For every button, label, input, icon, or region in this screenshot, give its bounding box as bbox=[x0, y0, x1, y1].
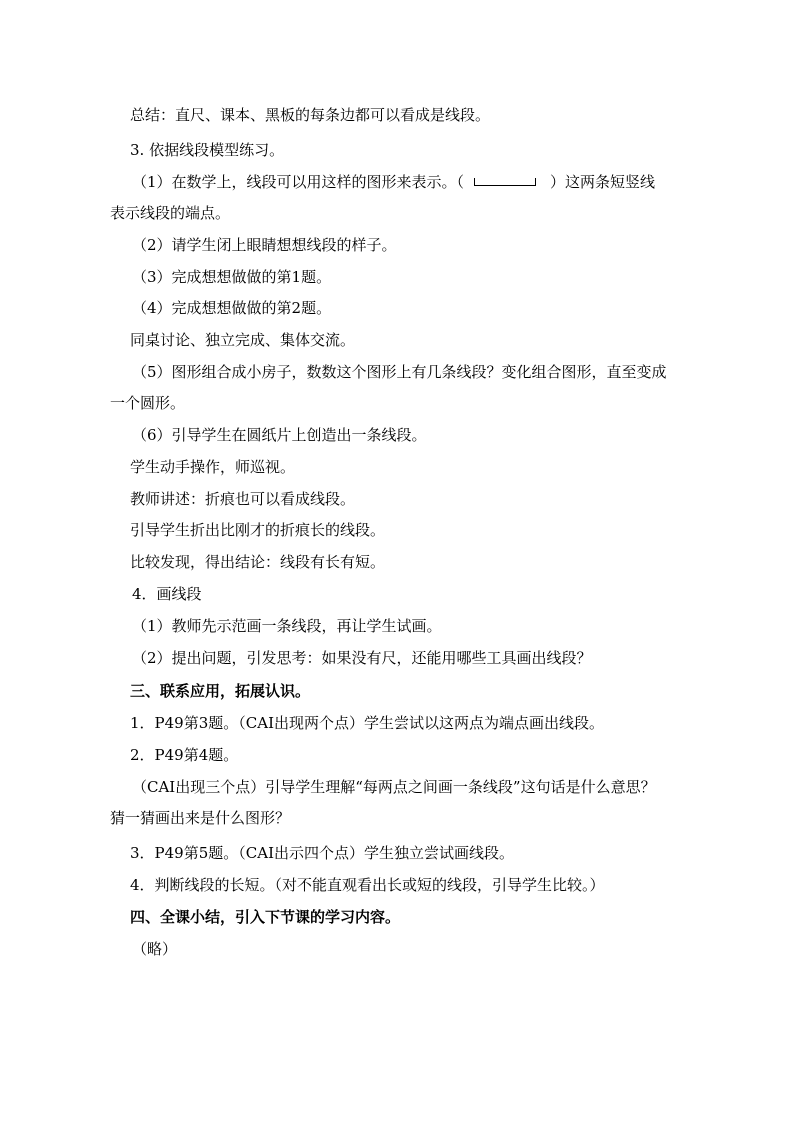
section-4-heading: 4．画线段 bbox=[132, 585, 202, 603]
section-3-heading: 3. 依据线段模型练习。 bbox=[130, 141, 285, 159]
summary-line: 总结：直尺、课本、黑板的每条边都可以看成是线段。 bbox=[130, 106, 491, 124]
part-4-heading: 四、全课小结，引入下节课的学习内容。 bbox=[130, 908, 401, 926]
item-5: （5）图形组合成小房子，数数这个图形上有几条线段？变化组合图形，直至变成 bbox=[132, 363, 667, 381]
part-3-heading: 三、联系应用，拓展认识。 bbox=[130, 682, 311, 700]
item-4: （4）完成想想做做的第2题。 bbox=[132, 299, 332, 317]
exercise-2-continuation: 猜一猜画出来是什么图形？ bbox=[110, 809, 291, 827]
item-5-continuation: 一个圆形。 bbox=[110, 394, 186, 412]
exercise-1: 1．P49第3题。（CAI出现两个点）学生尝试以这两点为端点画出线段。 bbox=[130, 714, 605, 732]
item-3: （3）完成想想做做的第1题。 bbox=[132, 268, 332, 286]
line-segment-icon bbox=[474, 178, 536, 186]
draw-item-1: （1）教师先示范画一条线段，再让学生试画。 bbox=[132, 617, 442, 635]
item-1-line bbox=[0, 172, 794, 192]
draw-item-2: （2）提出问题，引发思考：如果没有尺，还能用哪些工具画出线段？ bbox=[132, 649, 592, 667]
teacher-explains-line: 教师讲述：折痕也可以看成线段。 bbox=[130, 490, 356, 508]
discussion-line: 同桌讨论、独立完成、集体交流。 bbox=[130, 331, 356, 349]
item-6: （6）引导学生在圆纸片上创造出一条线段。 bbox=[132, 426, 427, 444]
exercise-4: 4．判断线段的长短。（对不能直观看出长或短的线段，引导学生比较。） bbox=[130, 876, 605, 894]
item-1-continuation: 表示线段的端点。 bbox=[110, 204, 231, 222]
exercise-2: 2．P49第4题。 bbox=[130, 746, 239, 764]
item-2: （2）请学生闭上眼睛想想线段的样子。 bbox=[132, 236, 397, 254]
exercise-3: 3．P49第5题。（CAI出示四个点）学生独立尝试画线段。 bbox=[130, 844, 515, 862]
exercise-2-detail: （CAI出现三个点）引导学生理解“每两点之间画一条线段”这句话是什么意思？ bbox=[132, 778, 656, 796]
item-1-text-b: ）这两条短竖线 bbox=[550, 173, 656, 191]
guide-fold-line: 引导学生折出比刚才的折痕长的线段。 bbox=[130, 521, 386, 539]
student-operation-line: 学生动手操作，师巡视。 bbox=[130, 458, 296, 476]
item-1-text-a: （1）在数学上，线段可以用这样的图形来表示。（ bbox=[132, 173, 465, 191]
conclusion-line: 比较发现，得出结论：线段有长有短。 bbox=[130, 553, 386, 571]
omitted-note: （略） bbox=[132, 940, 178, 958]
